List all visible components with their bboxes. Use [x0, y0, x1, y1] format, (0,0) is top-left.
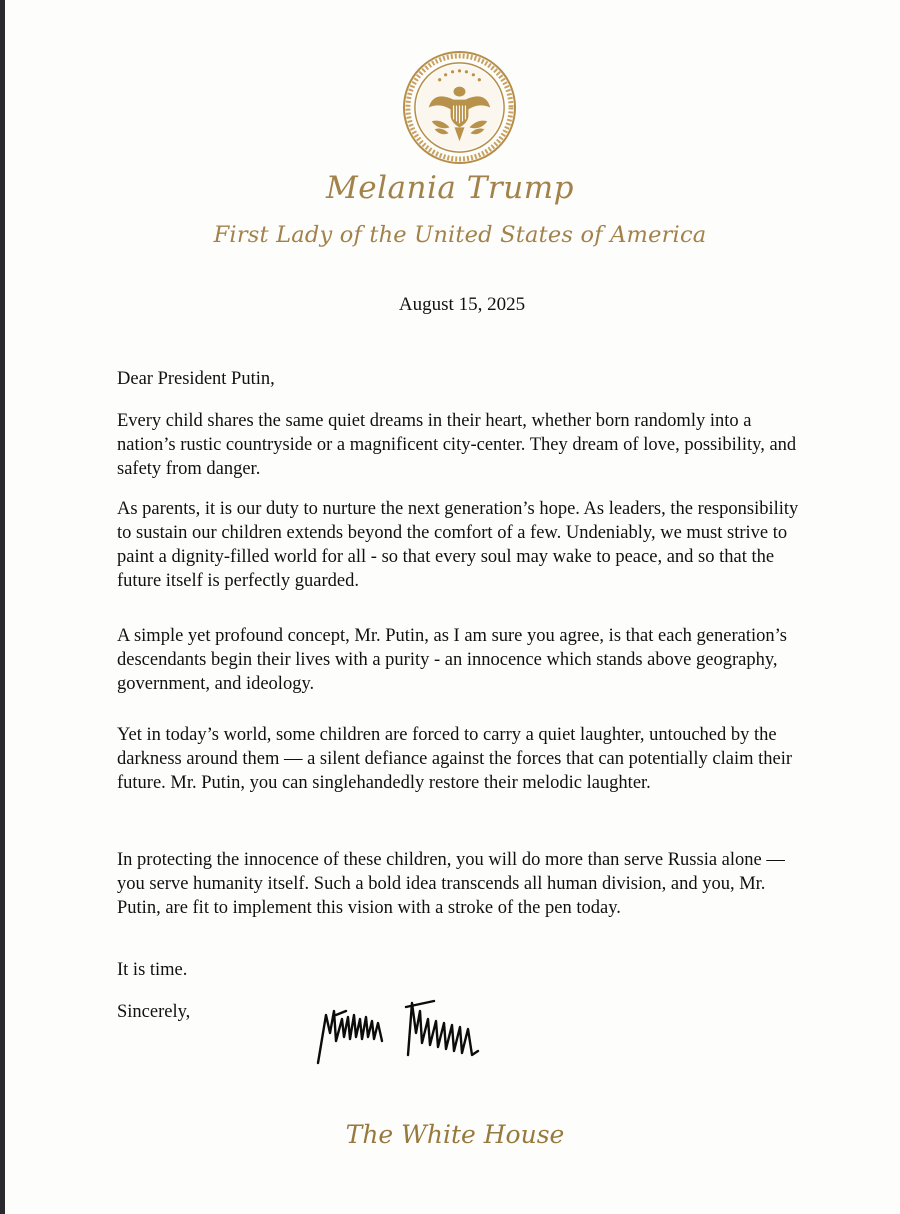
- handwritten-signature: [312, 993, 484, 1067]
- paragraph-1: Every child shares the same quiet dreams in their heart, whether born randomly into a nation’s rustic countryside or a magnificent city-center. They dream of love, possibility, and safety from danger.: [117, 411, 797, 479]
- sign-off: Sincerely,: [117, 1002, 191, 1022]
- paragraph-3: A simple yet profound concept, Mr. Putin, as I am sure you agree, is that each generation’s descendants begin their lives with a purity - an innocence which stands above geography, government, and ideology.: [117, 626, 787, 694]
- presidential-seal-icon: [402, 50, 517, 165]
- paragraph-5: In protecting the innocence of these children, you will do more than serve Russia alone — you serve humanity itself. Such a bold idea transcends all human division, and you, Mr. Putin, are fit to implement this vision with a stroke of the pen today.: [117, 850, 785, 918]
- closing-line: It is time.: [117, 960, 188, 980]
- salutation: Dear President Putin,: [117, 369, 275, 389]
- letter-date: August 15, 2025: [398, 294, 526, 315]
- paragraph-2: As parents, it is our duty to nurture the next generation’s hope. As leaders, the responsibility to sustain our children extends beyond the comfort of a few. Undeniably, we must strive to paint a dignity-filled world for all - so that every soul may wake to peace, and so that the future itself is perfectly guarded.: [117, 499, 799, 591]
- paragraph-4: Yet in today’s world, some children are forced to carry a quiet laughter, untouched by the darkness around them — a silent defiance against the forces that can potentially claim their future. Mr. Putin, you can singlehandedly restore their melodic laughter.: [117, 725, 793, 793]
- letterhead-name: Melania Trump: [326, 170, 574, 206]
- letterhead-title: First Lady of the United States of America: [213, 222, 707, 248]
- footer-the-white-house: The White House: [345, 1120, 565, 1149]
